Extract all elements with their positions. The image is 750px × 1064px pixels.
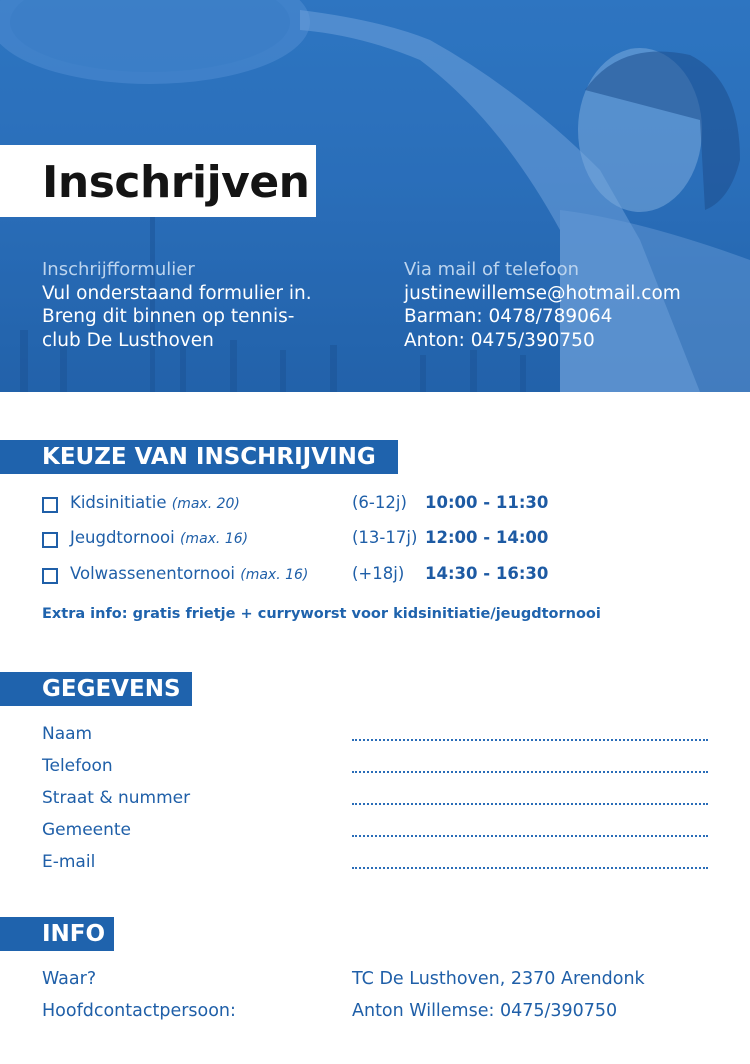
field-label: Telefoon — [42, 756, 113, 776]
instruction-line: Vul onderstaand formulier in. — [42, 282, 312, 304]
option-name: Volwassenentornooi — [70, 564, 235, 583]
field-naam[interactable] — [42, 724, 708, 748]
option-name: Jeugdtornooi — [70, 528, 175, 547]
checkbox[interactable] — [42, 568, 58, 584]
info-key: Waar? — [42, 969, 97, 989]
field-label: Gemeente — [42, 820, 132, 840]
info-key: Hoofdcontactpersoon: — [42, 1001, 236, 1021]
info-row-waar — [42, 969, 708, 993]
option-age: (+18j) — [352, 564, 405, 583]
option-name: Kidsinitiatie — [70, 493, 167, 512]
field-label: E-mail — [42, 852, 96, 872]
option-time: 10:00 - 11:30 — [425, 493, 549, 512]
section-heading-info: INFO — [0, 917, 114, 951]
checkbox[interactable] — [42, 532, 58, 548]
option-age: (6-12j) — [352, 493, 407, 512]
option-jeugdtornooi[interactable] — [42, 528, 642, 552]
form-subtitle: Inschrijfformulier — [42, 259, 195, 280]
option-kidsinitiatie[interactable] — [42, 493, 642, 517]
option-time: 14:30 - 16:30 — [425, 564, 549, 583]
contact-email[interactable]: justinewillemse@hotmail.com — [404, 282, 681, 304]
field-telefoon[interactable] — [42, 756, 708, 780]
option-age: (13-17j) — [352, 528, 418, 547]
fill-in-line[interactable] — [352, 803, 708, 805]
instruction-line: Breng dit binnen op tennis- — [42, 306, 295, 327]
option-max: (max. 20) — [171, 496, 240, 512]
field-gemeente[interactable] — [42, 820, 708, 844]
option-volwassenentornooi[interactable] — [42, 564, 642, 588]
fill-in-line[interactable] — [352, 867, 708, 869]
contact-subtitle: Via mail of telefoon — [404, 259, 580, 280]
fill-in-line[interactable] — [352, 771, 708, 773]
section-heading-keuze: KEUZE VAN INSCHRIJVING — [0, 440, 398, 474]
title-box — [0, 145, 316, 217]
fill-in-line[interactable] — [352, 835, 708, 837]
field-email[interactable] — [42, 852, 708, 876]
option-max: (max. 16) — [179, 531, 249, 547]
field-label: Straat & nummer — [42, 788, 191, 808]
contact-phone-anton: Anton: 0475/390750 — [404, 329, 595, 351]
checkbox[interactable] — [42, 497, 58, 513]
field-straat-nummer[interactable] — [42, 788, 708, 812]
contact-info — [404, 258, 724, 352]
info-value: TC De Lusthoven, 2370 Arendonk — [352, 969, 645, 989]
instruction-line: club De Lusthoven — [42, 329, 214, 351]
section-heading-gegevens: GEGEVENS — [0, 672, 192, 706]
info-value: Anton Willemse: 0475/390750 — [352, 1001, 618, 1021]
option-max: (max. 16) — [240, 567, 309, 583]
fill-in-line[interactable] — [352, 739, 708, 741]
form-instructions — [42, 258, 352, 352]
contact-phone-barman: Barman: 0478/789064 — [404, 306, 613, 327]
info-row-contact — [42, 1001, 708, 1025]
page-title: Inschrijven — [42, 157, 310, 208]
extra-info: Extra info: gratis frietje + curryworst voor kidsinitiatie/jeugdtornooi — [42, 606, 601, 622]
hero-banner — [0, 0, 750, 392]
option-time: 12:00 - 14:00 — [425, 528, 549, 547]
field-label: Naam — [42, 724, 93, 744]
